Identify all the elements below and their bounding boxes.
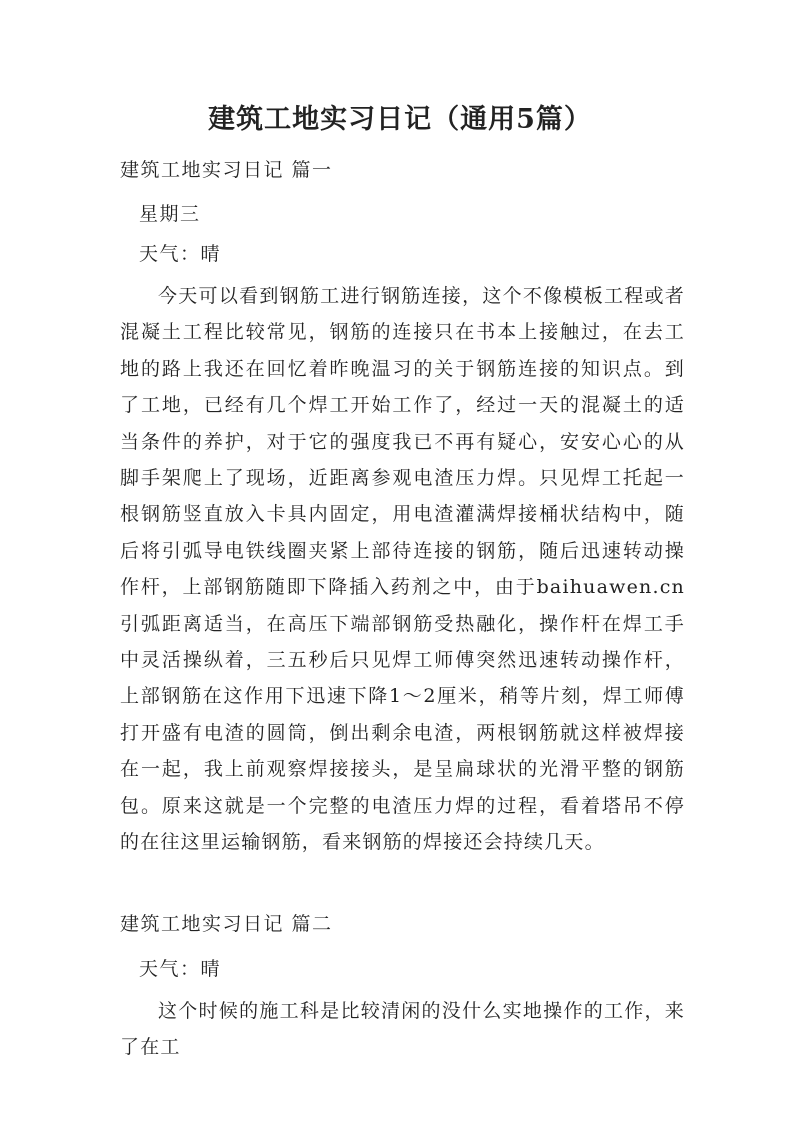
section-1-heading: 建筑工地实习日记 篇一 (120, 159, 333, 181)
section-2-paragraph: 这个时候的施工科是比较清闲的没什么实地操作的工作，来了在工 (120, 1000, 685, 1059)
section-1-weekday: 星期三 (139, 203, 201, 225)
section-1-paragraph: 今天可以看到钢筋工进行钢筋连接，这个不像模板工程或者混凝土工程比较常见，钢筋的连接只在书本上接触过，在去工地的路上我还在回忆着昨晚温习的关于钢筋连接的知识点。到了工地，已经有几个焊工开始工作了，经过一天的混凝土的适当条件的养护，对于它的强度我已不再有疑心，安安心心的从脚手架爬上了现场，近距离参观电渣压力焊。只见焊工托起一根钢筋竖直放入卡具内固定，用电渣灌满焊接桶状结构中，随后将引弧导电铁线圈夹紧上部待连接的钢筋，随后迅速转动操作杆，上部钢筋随即下降插入药剂之中，由于baihuawen.cn 引弧距离适当，在高压下端部钢筋受热融化，操作杆在焊工手中灵活操纵着，三五秒后只见焊工师傅突然迅速转动操作杆，上部钢筋在这作用下迅速下降1～2厘米，稍等片刻，焊工师傅打开盛有电渣的圆筒，倒出剩余电渣，两根钢筋就这样被焊接在一起，我上前观察焊接接头，是呈扁球状的光滑平整的钢筋包。原来这就是一个完整的电渣压力焊的过程，看着塔吊不停的在往这里运输钢筋，看来钢筋的焊接还会持续几天。 (120, 285, 685, 854)
section-2-heading: 建筑工地实习日记 篇二 (120, 913, 333, 935)
section-2-weather: 天气：晴 (139, 958, 222, 980)
document-title: 建筑工地实习日记（通用5篇） (208, 104, 592, 135)
section-1-weather: 天气：晴 (139, 243, 222, 265)
